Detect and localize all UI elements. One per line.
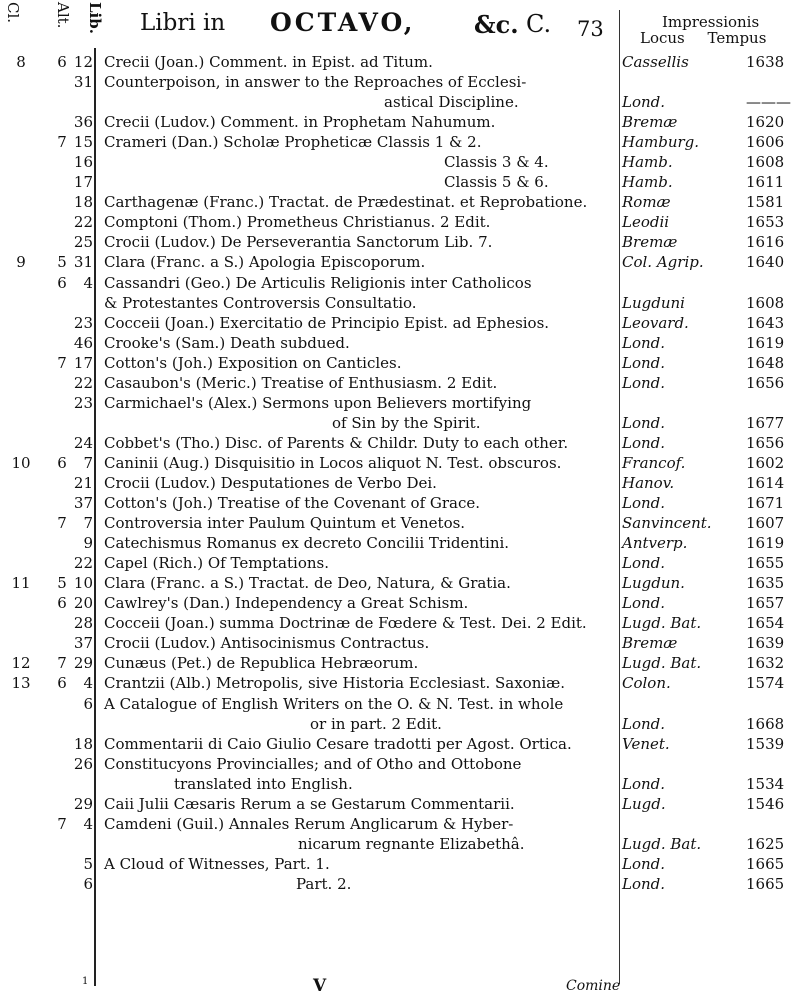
title-libri: Libri in (140, 10, 226, 36)
entry-text: Classis 3 & 4. (444, 153, 549, 172)
entry-text: Crecii (Joan.) Comment. in Epist. ad Titum. (104, 53, 433, 71)
imprint-place: Lugd. Bat. (622, 614, 702, 633)
entry-text: Crocii (Ludov.) Desputationes de Verbo Dei. (104, 473, 437, 492)
imprint-year: 1648 (746, 353, 785, 372)
imprint-year: 1677 (746, 413, 785, 432)
imprint-place: Antverp. (622, 534, 688, 553)
alt-number: 7 (57, 814, 67, 833)
entry-text: A Catalogue of English Writers on the O. & N. Test. in whole (104, 694, 564, 713)
catalogue-row (0, 212, 797, 232)
catalogue-row (0, 52, 797, 72)
entry-text: Crameri (Dan.) Scholæ Propheticæ Classis 1 & 2. (104, 133, 482, 152)
lib-number: 36 (73, 113, 93, 132)
imprint-year: 1671 (746, 494, 785, 513)
entry-text: Carmichael's (Alex.) Sermons upon Believers mortifying (104, 393, 532, 412)
entry-text: translated into English. (174, 774, 353, 793)
catalogue-row (0, 814, 797, 834)
catalogue-row (0, 293, 797, 313)
catalogue-row (0, 653, 797, 673)
lib-number: 24 (73, 433, 93, 452)
alt-number: 7 (57, 133, 67, 152)
entry-text: or in part. 2 Edit. (310, 714, 442, 733)
catalogue-row (0, 413, 797, 433)
signature-mark: V (313, 976, 327, 996)
alt-number: 6 (57, 674, 67, 693)
imprint-year: 1581 (746, 193, 785, 212)
lib-number: 26 (73, 754, 93, 773)
imprint-place: Lond. (622, 413, 666, 432)
imprint-place: Hanov. (622, 473, 675, 492)
lib-number: 28 (73, 614, 93, 633)
catalogue-list (0, 52, 797, 894)
lib-number: 22 (73, 373, 93, 392)
entry-text: Counterpoison, in answer to the Reproaches of Ecclesi- (104, 73, 527, 92)
lib-number: 22 (73, 554, 93, 573)
imprint-year: 1607 (746, 514, 785, 533)
entry-text: Crecii (Ludov.) Comment. in Prophetam Nahumum. (104, 113, 496, 132)
lib-number: 37 (73, 494, 93, 513)
imprint-place: Bremæ (622, 233, 678, 252)
lib-number: 31 (73, 253, 93, 272)
catalogue-row (0, 112, 797, 132)
lib-number: 20 (73, 594, 93, 613)
lib-number: 25 (73, 233, 93, 252)
class-number: 12 (11, 654, 31, 673)
imprint-place: Francof. (622, 453, 686, 472)
lib-number: 46 (73, 333, 93, 352)
imprint-year: 1635 (746, 574, 785, 593)
catalogue-row (0, 273, 797, 293)
imprint-place: Col. Agrip. (622, 253, 704, 272)
lib-number: 37 (73, 634, 93, 653)
catalogue-row (0, 533, 797, 553)
class-number: 8 (16, 53, 26, 71)
imprint-place: Lond. (622, 594, 666, 613)
catalogue-row (0, 694, 797, 714)
entry-text: A Cloud of Witnesses, Part. 1. (104, 854, 330, 873)
catalogue-row (0, 252, 797, 272)
entry-text: Constitucyons Provincialles; and of Otho and Ottobone (104, 754, 522, 773)
entry-text: Casaubon's (Meric.) Treatise of Enthusiasm. 2 Edit. (104, 373, 498, 392)
imprint-place: Lugduni (622, 293, 685, 312)
alt-number: 6 (57, 453, 67, 472)
impressionis-line2: Locus Tempus (640, 29, 767, 47)
catalogue-row (0, 834, 797, 854)
entry-text: Comptoni (Thom.) Prometheus Christianus. 2 Edit. (104, 213, 491, 232)
imprint-year: 1668 (746, 714, 785, 733)
imprint-year: 1625 (746, 834, 785, 853)
imprint-year: 1616 (746, 233, 785, 252)
catalogue-row (0, 553, 797, 573)
imprint-place: Sanvincent. (622, 514, 712, 533)
entry-text: Carthagenæ (Franc.) Tractat. de Prædestinat. et Reprobatione. (104, 193, 588, 212)
imprint-year: 1539 (746, 734, 785, 753)
imprint-year: 1656 (746, 433, 785, 452)
entry-text: Cobbet's (Tho.) Disc. of Parents & Childr. Duty to each other. (104, 433, 569, 452)
imprint-year: 1655 (746, 554, 785, 573)
entry-text: & Protestantes Controversis Consultatio. (104, 293, 417, 312)
imprint-place: Lond. (622, 433, 666, 452)
imprint-place: Hamburg. (622, 133, 700, 152)
imprint-year: 1657 (746, 594, 785, 613)
catalogue-row (0, 754, 797, 774)
entry-text: of Sin by the Spirit. (332, 413, 481, 432)
entry-text: Caii Julii Cæsaris Rerum a se Gestarum Commentarii. (104, 794, 515, 813)
imprint-place: Hamb. (622, 173, 673, 192)
alt-number: 6 (57, 594, 67, 613)
imprint-place: Venet. (622, 734, 670, 753)
catalogue-row (0, 573, 797, 593)
entry-text: Clara (Franc. a S.) Tractat. de Deo, Natura, & Gratia. (104, 574, 511, 593)
imprint-year: 1632 (746, 654, 785, 673)
entry-text: Part. 2. (296, 874, 352, 893)
catalogue-row (0, 854, 797, 874)
lib-number: 15 (73, 133, 93, 152)
imprint-place: Hamb. (622, 153, 673, 172)
imprint-place: Lugd. Bat. (622, 834, 702, 853)
imprint-place: Lugd. Bat. (622, 654, 702, 673)
lib-number: 16 (73, 153, 93, 172)
page-title (140, 4, 610, 40)
imprint-place: Romæ (622, 193, 671, 212)
imprint-year: 1611 (746, 173, 785, 192)
catalogue-row (0, 513, 797, 533)
title-etc: &c. (474, 10, 519, 39)
entry-text: Crantzii (Alb.) Metropolis, sive Historia Ecclesiast. Saxoniæ. (104, 674, 566, 693)
lib-number: 6 (83, 694, 93, 713)
catalogue-row (0, 613, 797, 633)
entry-text: Cassandri (Geo.) De Articulis Religionis inter Catholicos (104, 273, 532, 292)
lib-number: 4 (83, 814, 93, 833)
entry-text: Cocceii (Joan.) Exercitatio de Principio Epist. ad Ephesios. (104, 313, 550, 332)
imprint-year: 1656 (746, 373, 785, 392)
imprint-place: Lond. (622, 93, 666, 112)
catalogue-row (0, 593, 797, 613)
catalogue-row (0, 132, 797, 152)
alt-number: 7 (57, 514, 67, 533)
imprint-place: Lond. (622, 353, 666, 372)
entry-text: nicarum regnante Elizabethâ. (298, 834, 525, 853)
lib-number: 12 (73, 53, 93, 71)
imprint-place: Lond. (622, 333, 666, 352)
lib-number: 6 (83, 874, 93, 893)
catalogue-row (0, 774, 797, 794)
lib-number: 7 (83, 514, 93, 533)
lib-number: 5 (83, 854, 93, 873)
entry-text: Caninii (Aug.) Disquisitio in Locos aliquot N. Test. obscuros. (104, 453, 562, 472)
lib-number: 29 (73, 654, 93, 673)
lib-number: 10 (73, 574, 93, 593)
heading-alt: Alt. (54, 2, 72, 29)
imprint-place: Cassellis (622, 53, 689, 71)
lib-number: 23 (73, 393, 93, 412)
entry-text: Commentarii di Caio Giulio Cesare tradotti per Agost. Ortica. (104, 734, 572, 753)
catalogue-row (0, 152, 797, 172)
entry-text: Capel (Rich.) Of Temptations. (104, 554, 329, 573)
catalogue-row (0, 493, 797, 513)
alt-number: 6 (57, 53, 67, 71)
lib-number: 17 (73, 353, 93, 372)
catalogue-row (0, 734, 797, 754)
entry-text: Cawlrey's (Dan.) Independency a Great Schism. (104, 594, 469, 613)
entry-text: Crocii (Ludov.) Antisocinismus Contractus. (104, 634, 430, 653)
alt-number: 5 (57, 574, 67, 593)
page-number: 73 (577, 17, 604, 41)
catalogue-row (0, 373, 797, 393)
imprint-place: Leovard. (622, 313, 689, 332)
imprint-year: 1653 (746, 213, 785, 232)
entry-text: Classis 5 & 6. (444, 173, 549, 192)
lib-number: 29 (73, 794, 93, 813)
lib-number: 18 (73, 734, 93, 753)
imprint-year: 1654 (746, 614, 785, 633)
lib-number: 9 (83, 534, 93, 553)
imprint-place: Lond. (622, 714, 666, 733)
catalogue-row (0, 633, 797, 653)
entry-text: Cotton's (Joh.) Treatise of the Covenant of Grace. (104, 494, 481, 513)
alt-number: 6 (57, 273, 67, 292)
title-letter: C. (526, 10, 552, 38)
catchword: Comine (566, 978, 621, 994)
catalogue-row (0, 92, 797, 112)
imprint-place: Lond. (622, 494, 666, 513)
imprint-year: 1619 (746, 534, 785, 553)
imprint-year: 1602 (746, 453, 785, 472)
catalogue-row (0, 192, 797, 212)
lib-number: 17 (73, 173, 93, 192)
imprint-year: 1665 (746, 854, 785, 873)
imprint-year: 1574 (746, 674, 785, 693)
entry-text: Crocii (Ludov.) De Perseverantia Sanctorum Lib. 7. (104, 233, 493, 252)
imprint-year: 1608 (746, 293, 785, 312)
catalogue-row (0, 72, 797, 92)
imprint-place: Lugd. (622, 794, 666, 813)
catalogue-row (0, 353, 797, 373)
catalogue-row (0, 313, 797, 333)
imprint-year: 1665 (746, 874, 785, 893)
lib-number: 31 (73, 73, 93, 92)
entry-text: Camdeni (Guil.) Annales Rerum Anglicarum & Hyber- (104, 814, 514, 833)
lib-number: 7 (83, 453, 93, 472)
imprint-year: 1643 (746, 313, 785, 332)
imprint-place: Lond. (622, 854, 666, 873)
entry-text: Crooke's (Sam.) Death subdued. (104, 333, 350, 352)
entry-text: Catechismus Romanus ex decreto Concilii Tridentini. (104, 534, 510, 553)
footer-mark: 1 (82, 976, 89, 987)
lib-number: 23 (73, 313, 93, 332)
imprint-year: 1614 (746, 473, 785, 492)
imprint-year: 1534 (746, 774, 785, 793)
class-number: 11 (11, 574, 31, 593)
imprint-year: 1620 (746, 113, 785, 132)
imprint-place: Lond. (622, 874, 666, 893)
entry-text: Cunæus (Pet.) de Republica Hebræorum. (104, 654, 419, 673)
heading-cl: Cl. (4, 2, 22, 24)
entry-text: Cotton's (Joh.) Exposition on Canticles. (104, 353, 402, 372)
imprint-place: Colon. (622, 674, 671, 693)
alt-number: 7 (57, 353, 67, 372)
imprint-year: ——— (746, 93, 791, 112)
lib-number: 4 (83, 273, 93, 292)
catalogue-row (0, 673, 797, 693)
imprint-place: Leodii (622, 213, 670, 232)
alt-number: 7 (57, 654, 67, 673)
imprint-year: 1640 (746, 253, 785, 272)
impressionis-line1: Impressionis (662, 13, 760, 31)
catalogue-row (0, 232, 797, 252)
imprint-year: 1546 (746, 794, 785, 813)
impressionis-heading (640, 14, 766, 46)
catalogue-row (0, 714, 797, 734)
imprint-place: Lugdun. (622, 574, 685, 593)
entry-text: Controversia inter Paulum Quintum et Venetos. (104, 514, 466, 533)
imprint-year: 1619 (746, 333, 785, 352)
entry-text: astical Discipline. (384, 93, 519, 112)
class-number: 10 (11, 453, 31, 472)
imprint-place: Lond. (622, 373, 666, 392)
class-number: 9 (16, 253, 26, 272)
catalogue-row (0, 453, 797, 473)
imprint-year: 1606 (746, 133, 785, 152)
lib-number: 18 (73, 193, 93, 212)
title-octavo: OCTAVO, (270, 8, 416, 37)
imprint-year: 1639 (746, 634, 785, 653)
alt-number: 5 (57, 253, 67, 272)
entry-text: Cocceii (Joan.) summa Doctrinæ de Fœdere & Test. Dei. 2 Edit. (104, 614, 587, 633)
catalogue-row (0, 172, 797, 192)
imprint-place: Lond. (622, 774, 666, 793)
catalogue-row (0, 473, 797, 493)
catalogue-row (0, 433, 797, 453)
imprint-year: 1638 (746, 53, 785, 71)
class-number: 13 (11, 674, 31, 693)
catalogue-row (0, 874, 797, 894)
lib-number: 22 (73, 213, 93, 232)
lib-number: 4 (83, 674, 93, 693)
catalogue-row (0, 794, 797, 814)
heading-lib: Lib. (86, 2, 104, 34)
imprint-place: Lond. (622, 554, 666, 573)
imprint-place: Bremæ (622, 634, 678, 653)
lib-number: 21 (73, 473, 93, 492)
catalogue-row (0, 333, 797, 353)
catalogue-row (0, 393, 797, 413)
entry-text: Clara (Franc. a S.) Apologia Episcoporum. (104, 253, 426, 272)
imprint-place: Bremæ (622, 113, 678, 132)
imprint-year: 1608 (746, 153, 785, 172)
